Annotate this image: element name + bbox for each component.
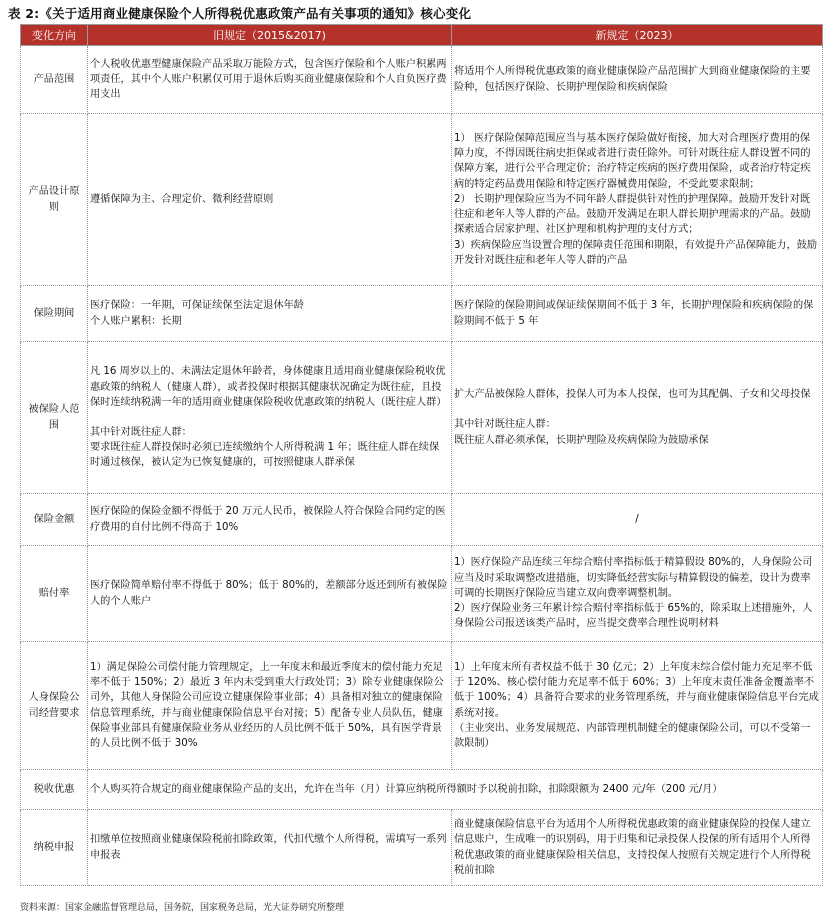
row-label: 被保险人范围 [21,342,88,494]
old-rule-text: 医疗保险的保险金额不得低于 20 万元人民币，被保险人符合保险合同约定的医疗费用的自付比例不得高于 10% [90,506,446,533]
new-rule-text: 1） 医疗保险保障范围应当与基本医疗保险做好衔接，加大对合理医疗费用的保障力度，不得因既往病史拒保或者进行责任除外。可针对既往症人群设置不同的保障方案，进行公平合理定价；治疗特定疾病的医疗费用保险，或者治疗特定疾病的特定药品费用保险和特定医疗器械费用保险，不受此要求限制； [454,133,811,190]
old-rule-cell [88,546,452,642]
old-rule-text: 要求既往症人群投保时必须已连续缴纳个人所得税满 1 年；既往症人群在续保时通过核保，被认定为已恢复健康的，可按照健康人群承保 [90,442,440,469]
policy-comparison-table [20,24,823,886]
new-rule-cell [452,286,823,342]
row-label: 纳税申报 [21,810,88,886]
old-rule-text: 医疗保险简单赔付率不得低于 80%；低于 80%的，差额部分返还到所有被保险人的个人账户 [90,580,448,607]
new-rule-text: （主业突出、业务发展规范、内部管理机制健全的健康保险公司，可以不受第一款限制） [454,722,811,749]
new-rule-text: 1）上年度末所有者权益不低于 30 亿元；2）上年度末综合偿付能力充足率不低于 120%、核心偿付能力充足率不低于 60%；3）上年度末责任准备金覆盖率不低于 100%；4）具备符合要求的业务管理系统，并与商业健康保险信息平台完成系统对接。 [454,661,819,719]
paragraph-spacer [454,402,820,417]
merged-rule-text: 个人购买符合规定的商业健康保险产品的支出，允许在当年（月）计算应纳税所得额时予以税前扣除，扣除限额为 2400 元/年（200 元/月） [90,783,723,795]
new-rule-text: 1）医疗保险产品连续三年综合赔付率指标低于精算假设 80%的，人身保险公司应当及时采取调整改进措施，切实降低经营实际与精算假设的偏差，设计为费率可调的长期医疗保险应当建立双向费率调整机制。 [454,557,813,599]
new-rule-cell [452,494,823,546]
old-rule-text: 医疗保险：一年期，可保证续保至法定退休年龄 [90,300,304,312]
new-rule-cell [452,546,823,642]
new-rule-text: 2）医疗保险业务三年累计综合赔付率指标低于 65%的，除采取上述措施外，人身保险公司报送该类产品时，应当提交费率合理性说明材料 [454,603,813,630]
old-rule-text: 个人税收优惠型健康保险产品采取万能险方式，包含医疗保险和个人账户积累两项责任，其中个人账户积累仅可用于退休后购买商业健康保险和个人自负医疗费用支出 [90,58,447,101]
old-rule-cell [88,494,452,546]
row-label: 赔付率 [21,546,88,642]
new-rule-cell [452,342,823,494]
new-rule-text: / [635,513,639,525]
new-rule-cell [452,114,823,286]
table-row [21,770,823,810]
row-label: 产品设计原则 [21,114,88,286]
row-label: 税收优惠 [21,770,88,810]
table-row [21,114,823,286]
old-rule-cell [88,286,452,342]
source-note: 资料来源：国家金融监督管理总局，国务院，国家税务总局，光大证券研究所整理 [20,903,345,913]
new-rule-text: 医疗保险的保险期间或保证续保期间不低于 3 年，长期护理保险和疾病保险的保险期间不低于 5 年 [454,300,814,327]
old-rule-text: 1）满足保险公司偿付能力管理规定，上一年度末和最近季度末的偿付能力充足率不低于 150%；2）最近 3 年内未受到重大行政处罚；3）除专业健康保险公司外，其他人身保险公司应设立健康保险事业部；4）具备相对独立的健康保险信息管理系统，并与商业健康保险信息平台对接；5）配备专业人员队伍，健康保险事业部具有健康保险业务从业经历的人员比例不低于 50%，具有医学背景的人员比例不低于 30% [90,661,444,749]
old-rule-cell [88,114,452,286]
new-rule-text: 商业健康保险信息平台为适用个人所得税优惠政策的商业健康保险的投保人建立信息账户，生成唯一的识别码，用于归集和记录投保人投保的所有适用个人所得税优惠政策的商业健康保险相关信息，支持投保人按照有关规定进行个人所得税税前扣除 [454,819,811,876]
table-row [21,810,823,886]
paragraph-spacer [90,410,449,425]
new-rule-cell [452,642,823,770]
table-row [21,546,823,642]
old-rule-cell [88,810,452,886]
new-rule-text: 将适用个人所得税优惠政策的商业健康保险产品范围扩大到商业健康保险的主要险种，包括医疗保险、长期护理保险和疾病保险 [454,66,811,93]
old-rule-cell [88,642,452,770]
header-old-rules: 旧规定（2015&2017) [88,25,452,46]
table-title: 表 2:《关于适用商业健康保险个人所得税优惠政策产品有关事项的通知》核心变化 [8,6,472,21]
old-rule-text: 扣缴单位按照商业健康保险税前扣除政策，代扣代缴个人所得税，需填写一系列申报表 [90,834,447,861]
table-row [21,494,823,546]
merged-rule-cell [88,770,823,810]
table-row [21,286,823,342]
table-row [21,342,823,494]
new-rule-text: 3）疾病保险应当设置合理的保障责任范围和期限，有效提升产品保障能力，鼓励开发针对既往症和老年人等人群的产品 [454,239,818,266]
old-rule-text: 凡 16 周岁以上的、未满法定退休年龄者，身体健康且适用商业健康保险税收优惠政策的纳税人（健康人群），或者投保时根据其健康状况确定为既往症，且投保时连续纳税满一年的适用商业健康保险税收优惠政策的纳税人（既往症人群） [90,366,447,408]
row-label: 产品范围 [21,46,88,114]
new-rule-text: 既往症人群必须承保，长期护理险及疾病保险为鼓励承保 [454,434,709,446]
old-rule-text: 其中针对既往症人群： [90,427,192,438]
table-row [21,46,823,114]
header-change-direction: 变化方向 [21,25,88,46]
header-new-rules: 新规定（2023） [452,25,823,46]
row-label: 保险金额 [21,494,88,546]
header-row [21,25,823,46]
new-rule-text: 扩大产品被保险人群体，投保人可为本人投保，也可为其配偶、子女和父母投保 [454,389,811,401]
old-rule-text: 个人账户累积：长期 [90,315,182,327]
new-rule-text: 其中针对既往症人群： [454,419,556,431]
row-label: 人身保险公司经营要求 [21,642,88,770]
new-rule-cell [452,46,823,114]
old-rule-cell [88,342,452,494]
old-rule-cell [88,46,452,114]
new-rule-text: 2） 长期护理保险应当为不同年龄人群提供针对性的护理保障。鼓励开发针对既往症和老年人等人群的产品。鼓励开发满足在职人群长期护理需求的产品。鼓励探索适合居家护理、社区护理和机构护理的支付方式； [454,193,811,236]
old-rule-text: 遵循保障为主、合理定价、微利经营原则 [90,193,274,205]
row-label: 保险期间 [21,286,88,342]
table-row [21,642,823,770]
new-rule-cell [452,810,823,886]
